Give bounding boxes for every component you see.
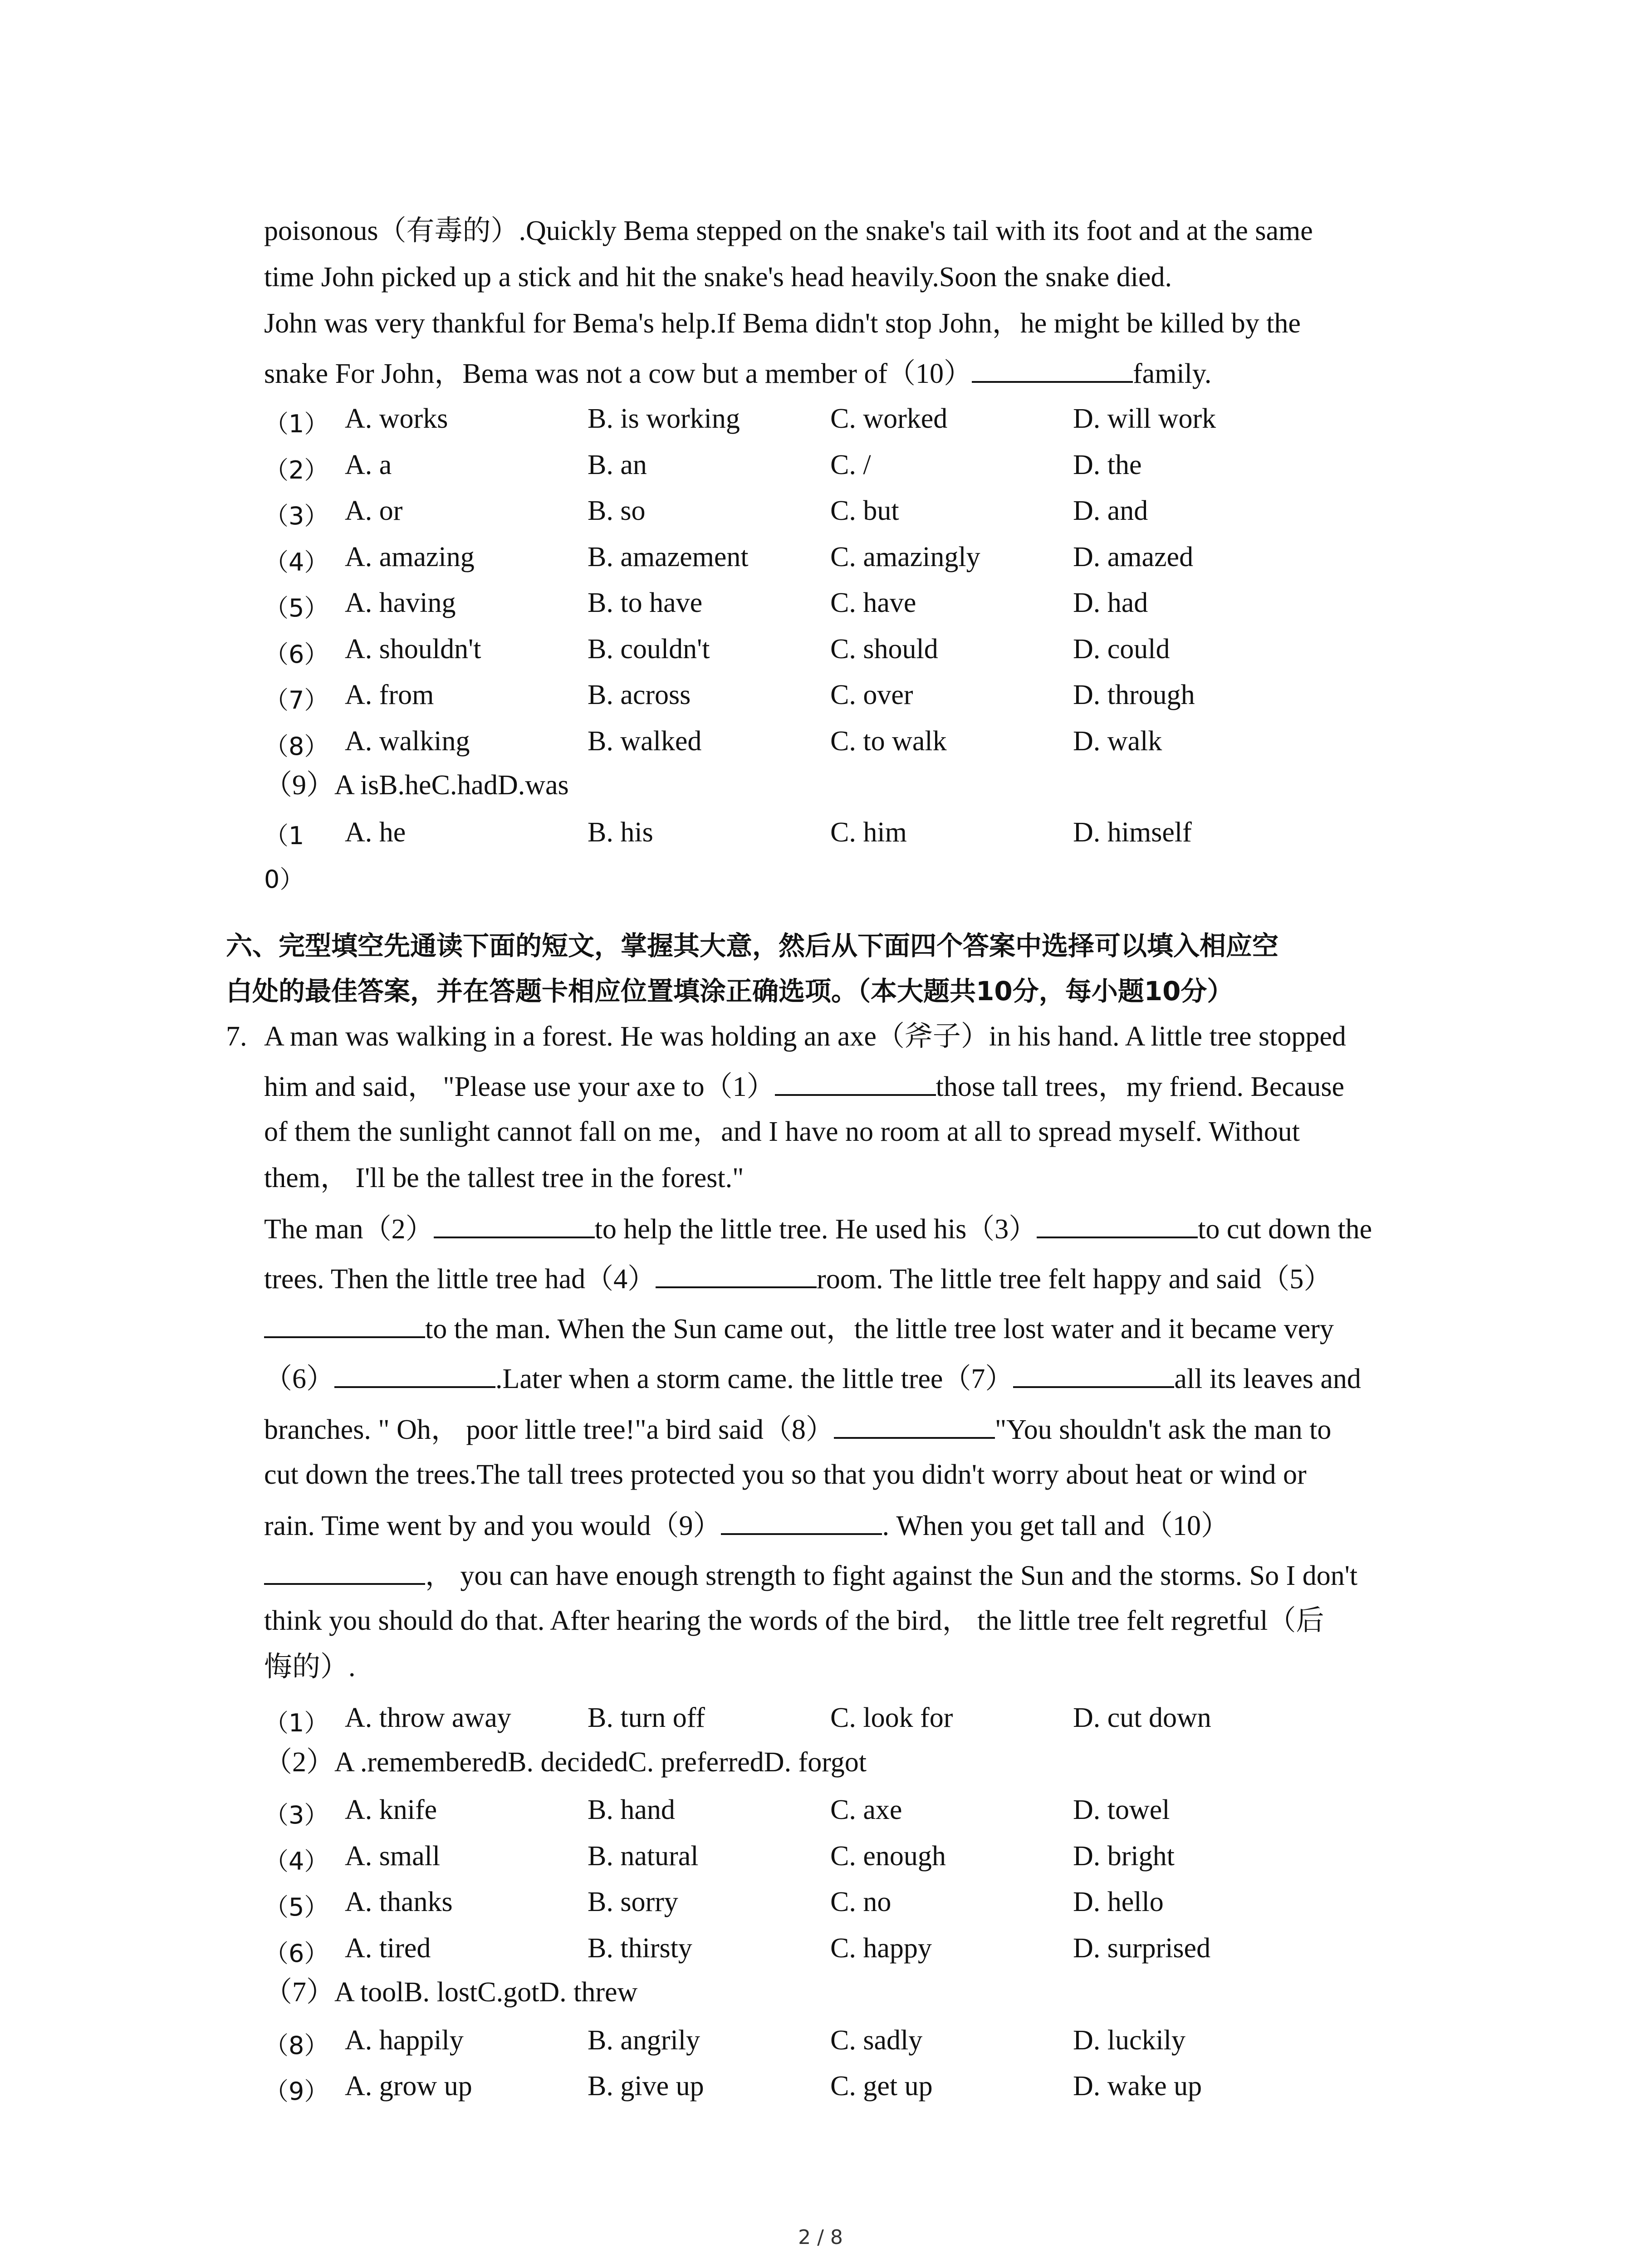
- option-number-10-part1: （1: [264, 821, 304, 850]
- question-number: 7.: [226, 1021, 247, 1052]
- option1-choice-a: A. a: [345, 450, 392, 480]
- option2-choice-b: B. sorry: [588, 1887, 678, 1917]
- answer-blank-1: [775, 1071, 936, 1096]
- option2-choice-a: A. thanks: [345, 1887, 453, 1917]
- option2-row-single: （2）A .rememberedB. decidedC. preferredD. forgot: [264, 1747, 867, 1778]
- option1-choice-b: B. to have: [588, 587, 703, 618]
- q7-line-4: them， I'll be the tallest tree in the forest.": [264, 1163, 744, 1193]
- option2-row-single: （7）A toolB. lostC.gotD. threw: [264, 1977, 638, 2008]
- answer-blank-9: [721, 1510, 882, 1535]
- option2-number: （4）: [264, 1847, 329, 1876]
- option1-choice-c: C. should: [830, 634, 938, 665]
- option1-choice-b: B. amazement: [588, 542, 749, 572]
- option2-choice-b: B. give up: [588, 2071, 704, 2102]
- option2-number: （5）: [264, 1893, 329, 1921]
- q7-line-11-start: rain. Time went by and you would（9）: [264, 1510, 721, 1541]
- q7-line-5-end: to cut down the: [1198, 1214, 1372, 1245]
- q7-line-12-end: ， you can have enough strength to fight against the Sun and the storms. So I don't: [425, 1560, 1358, 1591]
- q7-line-8-start: （6）: [264, 1364, 335, 1394]
- option2-choice-d: D. cut down: [1073, 1702, 1211, 1733]
- option2-choice-c: C. look for: [830, 1702, 953, 1733]
- option1-choice-c: C. /: [830, 450, 871, 480]
- passage1-line-4-text: snake For John，Bema was not a cow but a member of（10）: [264, 358, 972, 389]
- option-10-d: D. himself: [1073, 817, 1192, 848]
- option1-number: （4）: [264, 548, 329, 577]
- q7-line-2-end: those tall trees，my friend. Because: [936, 1071, 1345, 1102]
- option1-number: （3）: [264, 502, 329, 530]
- answer-blank-10b: [264, 1560, 425, 1585]
- q7-line-8-mid: .Later when a storm came. the little tree（7）: [495, 1364, 1014, 1394]
- option1-choice-d: D. and: [1073, 495, 1148, 526]
- option2-choice-c: C. axe: [830, 1794, 902, 1825]
- page-number: 2 / 8: [798, 2226, 843, 2249]
- option1-choice-d: D. the: [1073, 450, 1142, 480]
- section-heading-line-2: 白处的最佳答案，并在答题卡相应位置填涂正确选项。（本大题共10分，每小题10分）: [226, 976, 1234, 1007]
- option1-choice-b: B. so: [588, 495, 646, 526]
- option1-choice-d: D. could: [1073, 634, 1170, 665]
- option2-number: （8）: [264, 2031, 329, 2060]
- passage1-line-1: poisonous（有毒的）.Quickly Bema stepped on the snake's tail with its foot and at the same: [264, 215, 1313, 246]
- option2-choice-a: A. knife: [345, 1794, 437, 1825]
- option1-choice-d: D. walk: [1073, 726, 1162, 757]
- section-heading-line-1: 六、完型填空先通读下面的短文，掌握其大意，然后从下面四个答案中选择可以填入相应空: [226, 930, 1279, 961]
- option1-choice-a: A. walking: [345, 726, 470, 757]
- option1-number: （6）: [264, 640, 329, 669]
- option1-choice-c: C. over: [830, 679, 913, 710]
- option-row-9: （9）A isB.heC.hadD.was: [264, 770, 569, 801]
- option1-number: （7）: [264, 686, 329, 714]
- option2-choice-c: C. get up: [830, 2071, 933, 2102]
- passage1-line-2: time John picked up a stick and hit the snake's head heavily.Soon the snake died.: [264, 262, 1172, 293]
- q7-line-14: 悔的）.: [264, 1652, 356, 1682]
- q7-line-9-start: branches. " Oh， poor little tree!"a bird said（8）: [264, 1414, 834, 1445]
- option2-choice-c: C. enough: [830, 1841, 946, 1872]
- option1-choice-b: B. couldn't: [588, 634, 710, 665]
- option2-choice-d: D. towel: [1073, 1794, 1170, 1825]
- option1-choice-d: D. will work: [1073, 403, 1216, 434]
- q7-line-10: cut down the trees.The tall trees protected you so that you didn't worry about heat or wind or: [264, 1459, 1307, 1490]
- answer-blank-2: [434, 1214, 595, 1238]
- option2-number: （9）: [264, 2077, 329, 2106]
- option2-choice-d: D. bright: [1073, 1841, 1175, 1872]
- option1-choice-a: A. from: [345, 679, 434, 710]
- option-10-b: B. his: [588, 817, 653, 848]
- option2-choice-a: A. tired: [345, 1933, 431, 1964]
- option1-choice-a: A. having: [345, 587, 456, 618]
- option1-number: （1）: [264, 410, 329, 438]
- option2-choice-d: D. luckily: [1073, 2025, 1185, 2056]
- option1-number: （8）: [264, 732, 329, 761]
- option2-choice-a: A. happily: [345, 2025, 464, 2056]
- q7-line-9-end: "You shouldn't ask the man to: [994, 1414, 1332, 1445]
- option2-choice-a: A. small: [345, 1841, 441, 1872]
- answer-blank-8: [834, 1414, 995, 1439]
- answer-blank-4: [656, 1264, 817, 1288]
- q7-line-5: [264, 1214, 1372, 1243]
- passage1-line-3: John was very thankful for Bema's help.If Bema didn't stop John，he might be killed by the: [264, 308, 1301, 339]
- option1-choice-d: D. amazed: [1073, 542, 1194, 572]
- q7-line-12: [264, 1560, 1357, 1590]
- passage1-line-4: [264, 358, 1211, 388]
- q7-line-9: [264, 1414, 1331, 1444]
- option1-choice-a: A. or: [345, 495, 403, 526]
- option1-choice-a: A. works: [345, 403, 448, 434]
- answer-blank-10: [972, 358, 1133, 383]
- q7-line-13: think you should do that. After hearing the words of the bird， the little tree felt regretful（后: [264, 1605, 1324, 1636]
- q7-line-1: A man was walking in a forest. He was holding an axe（斧子）in his hand. A little tree stopped: [264, 1021, 1346, 1052]
- option2-choice-b: B. hand: [588, 1794, 675, 1825]
- option2-number: （1）: [264, 1709, 329, 1737]
- option1-choice-a: A. shouldn't: [345, 634, 481, 665]
- passage1-line-4-end: family.: [1133, 358, 1212, 389]
- option2-choice-b: B. angrily: [588, 2025, 700, 2056]
- option2-choice-d: D. wake up: [1073, 2071, 1202, 2102]
- option2-choice-d: D. hello: [1073, 1887, 1164, 1917]
- option2-choice-b: B. turn off: [588, 1702, 705, 1733]
- q7-line-6-start: trees. Then the little tree had（4）: [264, 1264, 656, 1295]
- q7-line-11: [264, 1510, 1229, 1540]
- q7-line-3: of them the sunlight cannot fall on me，and I have no room at all to spread myself. Without: [264, 1116, 1300, 1147]
- answer-blank-7: [1013, 1364, 1174, 1388]
- option1-choice-c: C. worked: [830, 403, 948, 434]
- answer-blank-5: [264, 1314, 425, 1338]
- q7-line-2: [264, 1071, 1344, 1101]
- option2-choice-c: C. no: [830, 1887, 892, 1917]
- option1-choice-c: C. have: [830, 587, 916, 618]
- q7-line-2-start: him and said， "Please use your axe to（1）: [264, 1071, 775, 1102]
- q7-line-8: [264, 1364, 1361, 1393]
- q7-line-7-end: to the man. When the Sun came out，the little tree lost water and it became very: [425, 1314, 1334, 1344]
- option2-choice-c: C. sadly: [830, 2025, 923, 2056]
- q7-line-5-mid: to help the little tree. He used his（3）: [594, 1214, 1037, 1245]
- q7-line-6: [264, 1264, 1332, 1293]
- option1-number: （5）: [264, 594, 329, 622]
- option1-choice-c: C. but: [830, 495, 899, 526]
- answer-blank-3: [1037, 1214, 1198, 1238]
- answer-blank-6: [334, 1364, 495, 1388]
- option-10-a: A. he: [345, 817, 406, 848]
- option-number-10-part2: 0）: [264, 865, 304, 894]
- option2-choice-c: C. happy: [830, 1933, 932, 1964]
- option1-choice-d: D. had: [1073, 587, 1148, 618]
- option1-choice-a: A. amazing: [345, 542, 475, 572]
- option1-choice-c: C. amazingly: [830, 542, 980, 572]
- q7-line-5-start: The man（2）: [264, 1214, 434, 1245]
- option2-number: （3）: [264, 1801, 329, 1829]
- q7-line-6-end: room. The little tree felt happy and said（5）: [817, 1264, 1332, 1295]
- option1-choice-d: D. through: [1073, 679, 1195, 710]
- option2-choice-a: A. throw away: [345, 1702, 511, 1733]
- option1-choice-b: B. an: [588, 450, 647, 480]
- option1-choice-c: C. to walk: [830, 726, 947, 757]
- option2-choice-d: D. surprised: [1073, 1933, 1211, 1964]
- option1-choice-b: B. is working: [588, 403, 740, 434]
- option2-choice-b: B. natural: [588, 1841, 699, 1872]
- option1-number: （2）: [264, 456, 329, 484]
- option2-choice-a: A. grow up: [345, 2071, 472, 2102]
- option1-choice-b: B. walked: [588, 726, 702, 757]
- q7-line-7: [264, 1314, 1334, 1343]
- option1-choice-b: B. across: [588, 679, 691, 710]
- option2-number: （6）: [264, 1939, 329, 1968]
- q7-line-8-end: all its leaves and: [1174, 1364, 1361, 1394]
- option-10-c: C. him: [830, 817, 907, 848]
- q7-line-11-end: . When you get tall and（10）: [882, 1510, 1229, 1541]
- option2-choice-b: B. thirsty: [588, 1933, 692, 1964]
